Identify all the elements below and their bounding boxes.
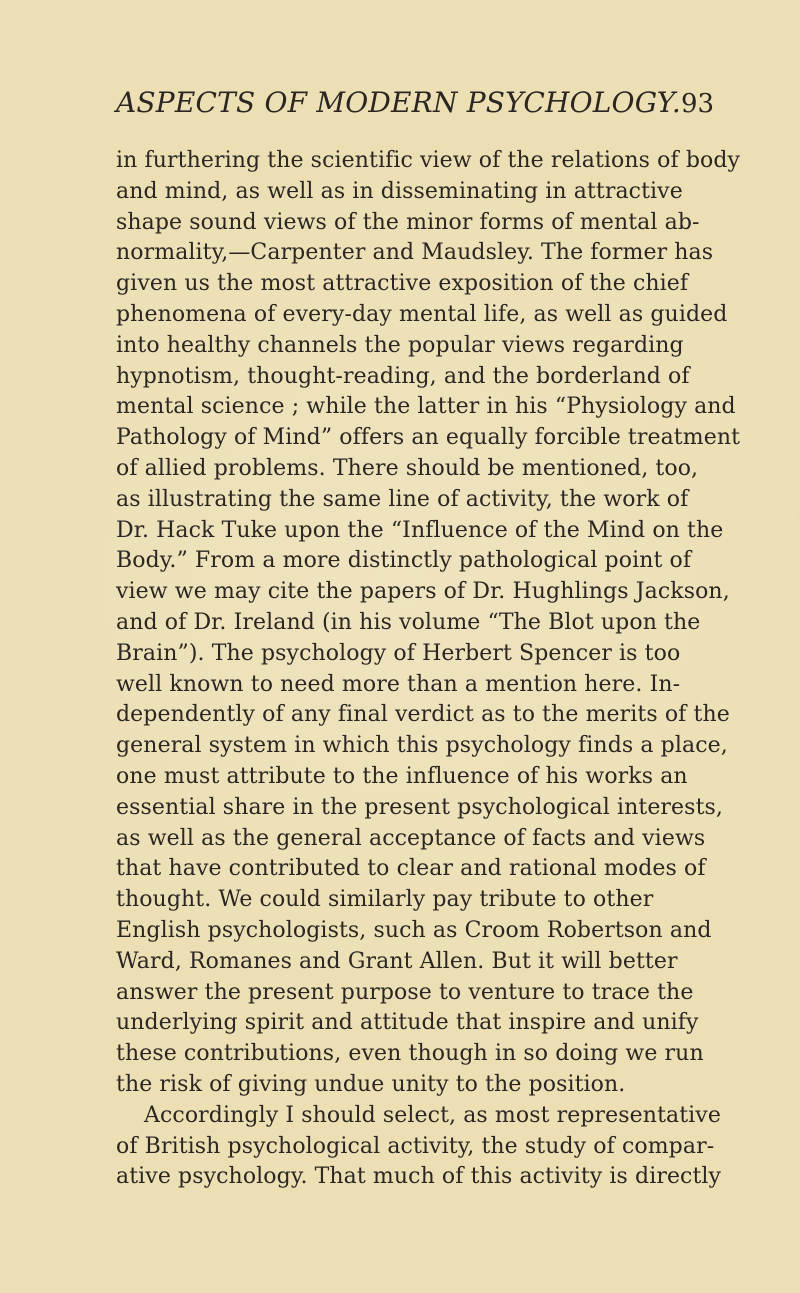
text-line: given us the most attractive exposition of the chief (116, 271, 689, 297)
text-line: answer the present purpose to venture to trace the (116, 979, 694, 1005)
page-header (116, 86, 715, 130)
body-text (116, 146, 741, 1193)
text-line: Dr. Hack Tuke upon the “Influence of the Mind on the (116, 517, 724, 543)
text-line: and of Dr. Ireland (in his volume “The Blot upon the (116, 609, 701, 635)
text-line: Brain”). The psychology of Herbert Spencer is too (116, 640, 681, 666)
text-line: shape sound views of the minor forms of mental ab- (116, 209, 700, 235)
text-line: ative psychology. That much of this activity is directly (116, 1164, 722, 1190)
text-line: one must attribute to the influence of his works an (116, 763, 688, 789)
text-line: thought. We could similarly pay tribute to other (116, 887, 654, 913)
text-line: into healthy channels the popular views regarding (116, 332, 684, 358)
text-line: underlying spirit and attitude that inspire and unify (116, 1010, 699, 1036)
text-line: phenomena of every-day mental life, as well as guided (116, 301, 728, 327)
text-line: mental science ; while the latter in his “Physiology and (116, 394, 736, 420)
text-line: in furthering the scientific view of the relations of body (116, 148, 741, 173)
page-number: 93 (680, 89, 715, 119)
text-line: Ward, Romanes and Grant Allen. But it will better (116, 948, 678, 974)
paragraph-start-line: Accordingly I should select, as most representative (144, 1102, 721, 1128)
text-line: normality,—Carpenter and Maudsley. The former has (116, 240, 714, 266)
text-line: well known to need more than a mention here. In- (116, 671, 681, 697)
text-line: as illustrating the same line of activity, the work of (116, 486, 689, 512)
text-line: hypnotism, thought-reading, and the borderland of (116, 363, 690, 389)
text-line: general system in which this psychology finds a place, (116, 733, 728, 759)
text-line: that have contributed to clear and rational modes of (116, 856, 706, 882)
text-line: view we may cite the papers of Dr. Hughlings Jackson, (116, 579, 730, 605)
text-line: dependently of any final verdict as to the merits of the (116, 702, 730, 728)
running-title: ASPECTS OF MODERN PSYCHOLOGY. (116, 86, 681, 119)
text-line: of British psychological activity, the study of compar- (116, 1133, 715, 1159)
text-line: of allied problems. There should be mentioned, too, (116, 455, 699, 481)
text-line: essential share in the present psychological interests, (116, 794, 723, 820)
text-line: these contributions, even though in so doing we run (116, 1041, 704, 1067)
text-line: Pathology of Mind” offers an equally forcible treatment (116, 425, 741, 451)
text-line: and mind, as well as in disseminating in attractive (116, 178, 683, 204)
text-line: the risk of giving undue unity to the position. (116, 1071, 626, 1097)
text-line: English psychologists, such as Croom Robertson and (116, 917, 712, 943)
text-line: Body.” From a more distinctly pathological point of (116, 548, 692, 574)
text-line: as well as the general acceptance of facts and views (116, 825, 706, 851)
